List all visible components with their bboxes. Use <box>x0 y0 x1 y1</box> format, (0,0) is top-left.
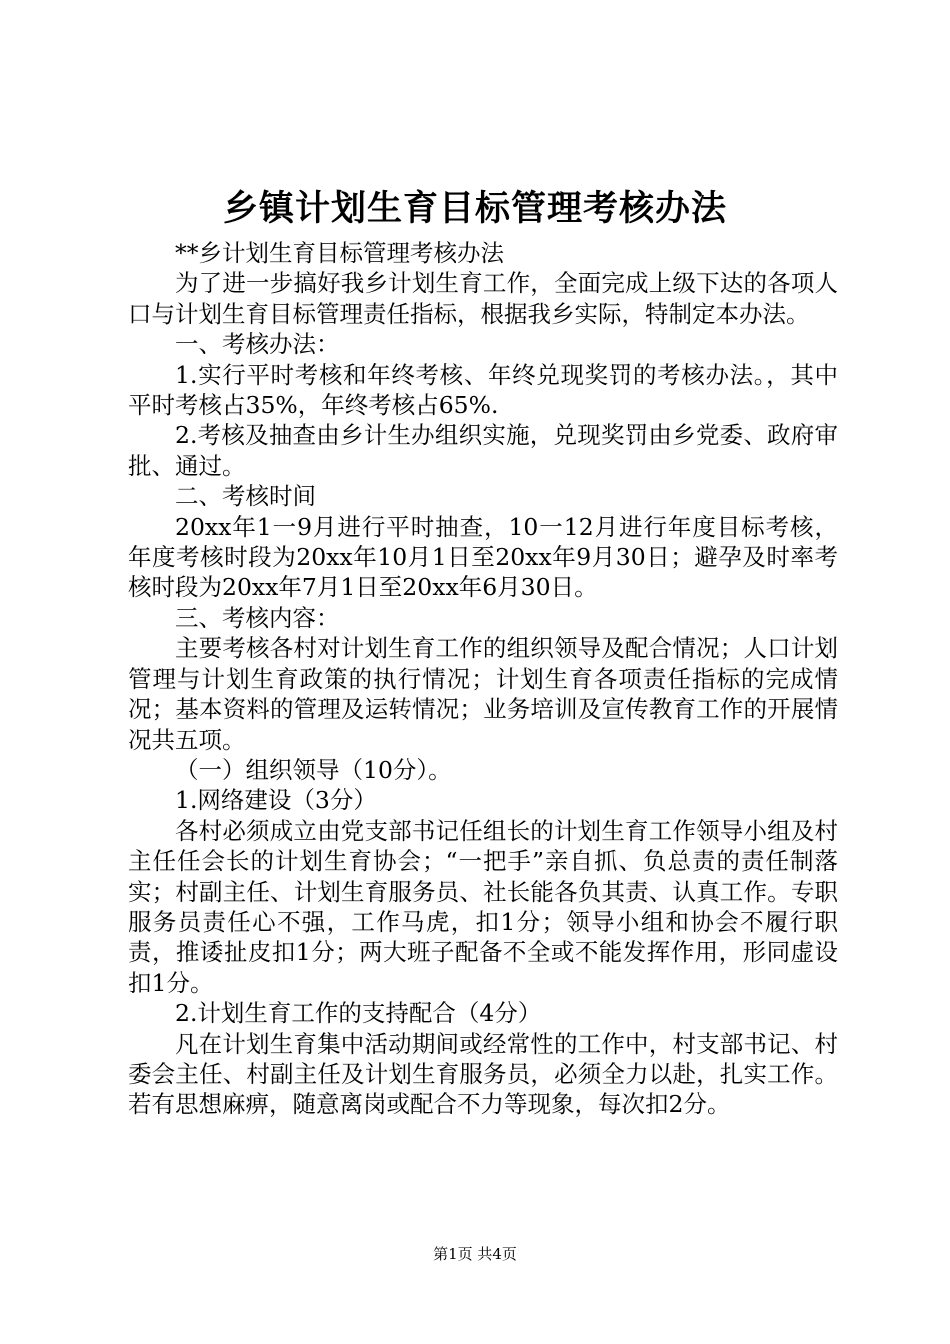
paragraph-content: 主要考核各村对计划生育工作的组织领导及配合情况；人口计划管理与计划生育政策的执行情况；计划生育各项责任指标的完成情况；基本资料的管理及运转情况；业务培训及宣传教育工作的开展情况共五项。 <box>128 634 838 754</box>
paragraph-subtitle: **乡计划生育目标管理考核办法 <box>175 239 504 267</box>
section-heading-method: 一、考核办法： <box>175 330 340 359</box>
document-body <box>128 238 838 1120</box>
paragraph-method-1: 1.实行平时考核和年终考核、年终兑现奖罚的考核办法。，其中平时考核占35%，年终考核占65%. <box>128 360 838 420</box>
paragraph-network: 各村必须成立由党支部书记任组长的计划生育工作领导小组及村主任任会长的计划生育协会；“一把手”亲自抓、负总责的责任制落实；村副主任、计划生育服务员、社长能各负其责、认真工作。专职服务员责任心不强，工作马虎，扣1分；领导小组和协会不履行职责，推诿扯皮扣1分；两大班子配备不全或不能发挥作用，形同虚设扣1分。 <box>128 816 838 997</box>
section-heading-content: 三、考核内容： <box>175 603 340 632</box>
document-title: 乡镇计划生育目标管理考核办法 <box>222 189 727 229</box>
item-heading-network: 1.网络建设（3分） <box>175 786 377 815</box>
paragraph-intro: 为了进一步搞好我乡计划生育工作，全面完成上级下达的各项人口与计划生育目标管理责任指标，根据我乡实际，特制定本办法。 <box>128 269 838 328</box>
page-footer: 第1页 共4页 <box>433 1245 517 1263</box>
paragraph-method-2: 2.考核及抽查由乡计生办组织实施，兑现奖罚由乡党委、政府审批、通过。 <box>128 421 838 480</box>
item-heading-support: 2.计划生育工作的支持配合（4分） <box>175 999 542 1028</box>
section-heading-time: 二、考核时间 <box>175 482 316 511</box>
paragraph-support: 凡在计划生育集中活动期间或经常性的工作中，村支部书记、村委会主任、村副主任及计划生育服务员，必须全力以赴，扎实工作。若有思想麻痹，随意离岗或配合不力等现象，每次扣2分。 <box>128 1029 838 1119</box>
subsection-heading-leadership: （一）组织领导（10分）。 <box>175 755 452 784</box>
paragraph-time: 20xx年1一9月进行平时抽查，10一12月进行年度目标考核，年度考核时段为20xx年10月1日至20xx年9月30日；避孕及时率考核时段为20xx年7月1日至20xx年6月30日。 <box>128 512 838 602</box>
